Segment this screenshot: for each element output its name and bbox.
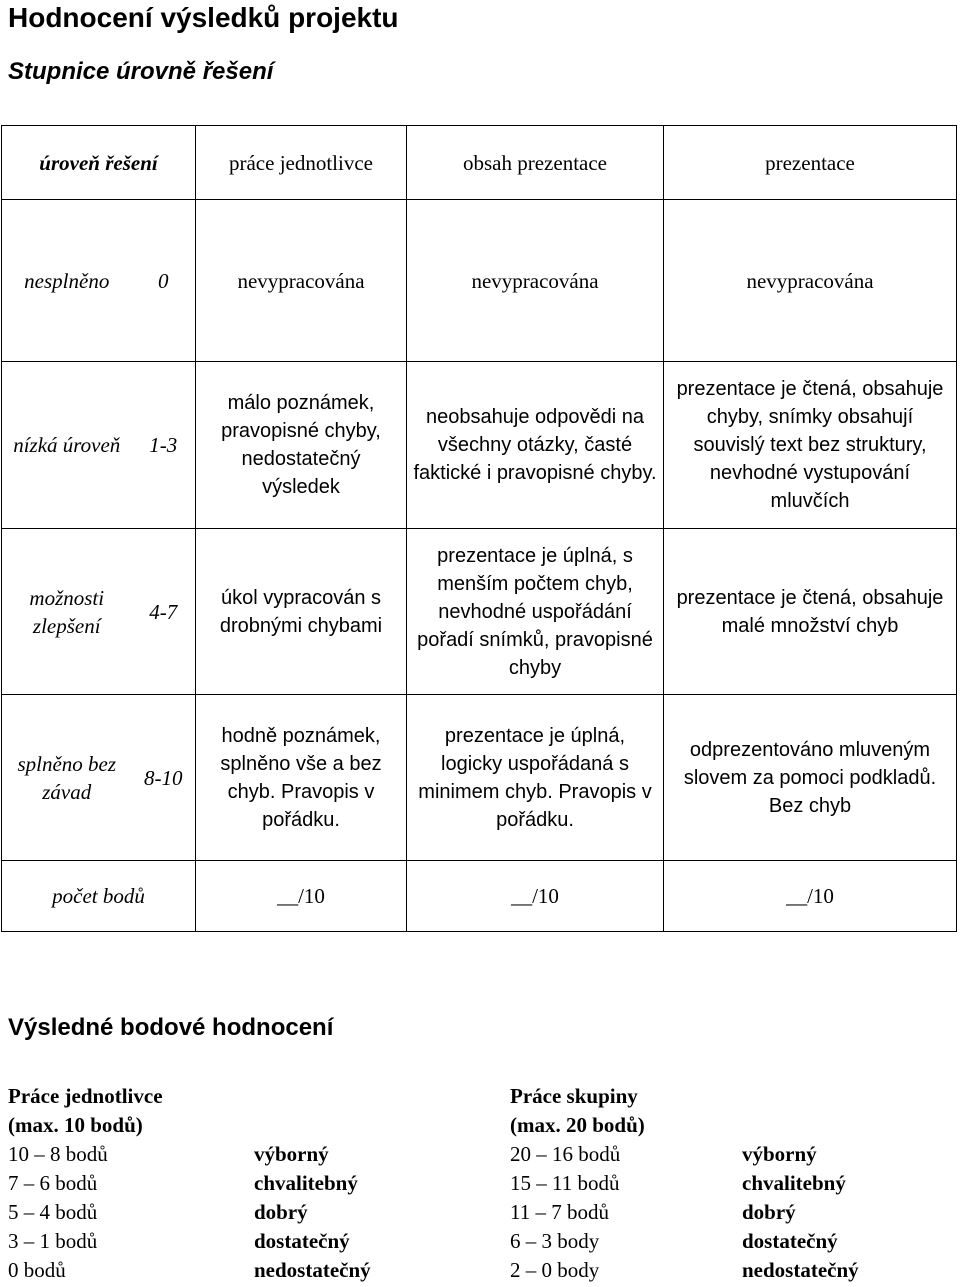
summary-heading: Výsledné bodové hodnocení [8, 1014, 334, 1041]
row-range: 1-3 [132, 362, 196, 529]
grade-item: dostatečný [254, 1229, 350, 1253]
row-cell: prezentace je čtená, obsahuje chyby, snímky obsahují souvislý text bez struktury, nevhodné vystupování mluvčích [664, 362, 957, 529]
header-presentation: prezentace [664, 126, 957, 200]
table-footer-row [2, 861, 957, 932]
grade-item: chvalitebný [742, 1171, 846, 1195]
group-title: Práce skupiny [510, 1084, 638, 1108]
individual-title: Práce jednotlivce [8, 1084, 163, 1108]
grade-item: výborný [254, 1142, 329, 1166]
group-scale [510, 1082, 645, 1285]
table-row [2, 362, 957, 529]
row-level: možnosti zlepšení [2, 529, 132, 695]
range-item: 6 – 3 body [510, 1229, 600, 1253]
row-level: nízká úroveň [2, 362, 132, 529]
row-cell: úkol vypracován s drobnými chybami [196, 529, 407, 695]
range-item: 10 – 8 bodů [8, 1142, 108, 1166]
grade-item: dobrý [254, 1200, 308, 1224]
row-cell: nevypracována [664, 200, 957, 362]
table-header-row [2, 126, 957, 200]
row-cell: hodně poznámek, splněno vše a bez chyb. Pravopis v pořádku. [196, 695, 407, 861]
section-subtitle: Stupnice úrovně řešení [8, 58, 274, 85]
row-range: 8-10 [132, 695, 196, 861]
group-grades [742, 1140, 859, 1285]
range-item: 11 – 7 bodů [510, 1200, 609, 1224]
row-cell: neobsahuje odpovědi na všechny otázky, časté faktické i pravopisné chyby. [407, 362, 664, 529]
table-row [2, 200, 957, 362]
row-range: 4-7 [132, 529, 196, 695]
grade-item: chvalitebný [254, 1171, 358, 1195]
row-cell: nevypracována [407, 200, 664, 362]
range-item: 2 – 0 body [510, 1258, 600, 1282]
footer-score-field: __/10 [196, 861, 407, 932]
row-level: splněno bez závad [2, 695, 132, 861]
header-content: obsah prezentace [407, 126, 664, 200]
table-row [2, 695, 957, 861]
range-item: 7 – 6 bodů [8, 1171, 98, 1195]
footer-score-field: __/10 [407, 861, 664, 932]
header-level: úroveň řešení [2, 126, 196, 200]
row-cell: nevypracována [196, 200, 407, 362]
grade-item: nedostatečný [254, 1258, 371, 1282]
individual-grades [254, 1140, 371, 1285]
header-individual: práce jednotlivce [196, 126, 407, 200]
page-title: Hodnocení výsledků projektu [8, 2, 399, 33]
range-item: 0 bodů [8, 1258, 66, 1282]
range-item: 20 – 16 bodů [510, 1142, 621, 1166]
row-cell: odprezentováno mluveným slovem za pomoci podkladů. Bez chyb [664, 695, 957, 861]
footer-label: počet bodů [2, 861, 196, 932]
row-cell: prezentace je úplná, logicky uspořádaná s minimem chyb. Pravopis v pořádku. [407, 695, 664, 861]
row-range: 0 [132, 200, 196, 362]
grade-item: nedostatečný [742, 1258, 859, 1282]
footer-score-field: __/10 [664, 861, 957, 932]
row-cell: málo poznámek, pravopisné chyby, nedostatečný výsledek [196, 362, 407, 529]
group-max: (max. 20 bodů) [510, 1113, 645, 1137]
table-row [2, 529, 957, 695]
range-item: 3 – 1 bodů [8, 1229, 98, 1253]
individual-max: (max. 10 bodů) [8, 1113, 143, 1137]
row-cell: prezentace je čtená, obsahuje malé množství chyb [664, 529, 957, 695]
row-cell: prezentace je úplná, s menším počtem chyb, nevhodné uspořádání pořadí snímků, pravopisné chyby [407, 529, 664, 695]
grade-item: dostatečný [742, 1229, 838, 1253]
individual-scale [8, 1082, 163, 1285]
range-item: 5 – 4 bodů [8, 1200, 98, 1224]
grade-item: dobrý [742, 1200, 796, 1224]
row-level: nesplněno [2, 200, 132, 362]
evaluation-table [1, 125, 957, 932]
grade-item: výborný [742, 1142, 817, 1166]
range-item: 15 – 11 bodů [510, 1171, 620, 1195]
